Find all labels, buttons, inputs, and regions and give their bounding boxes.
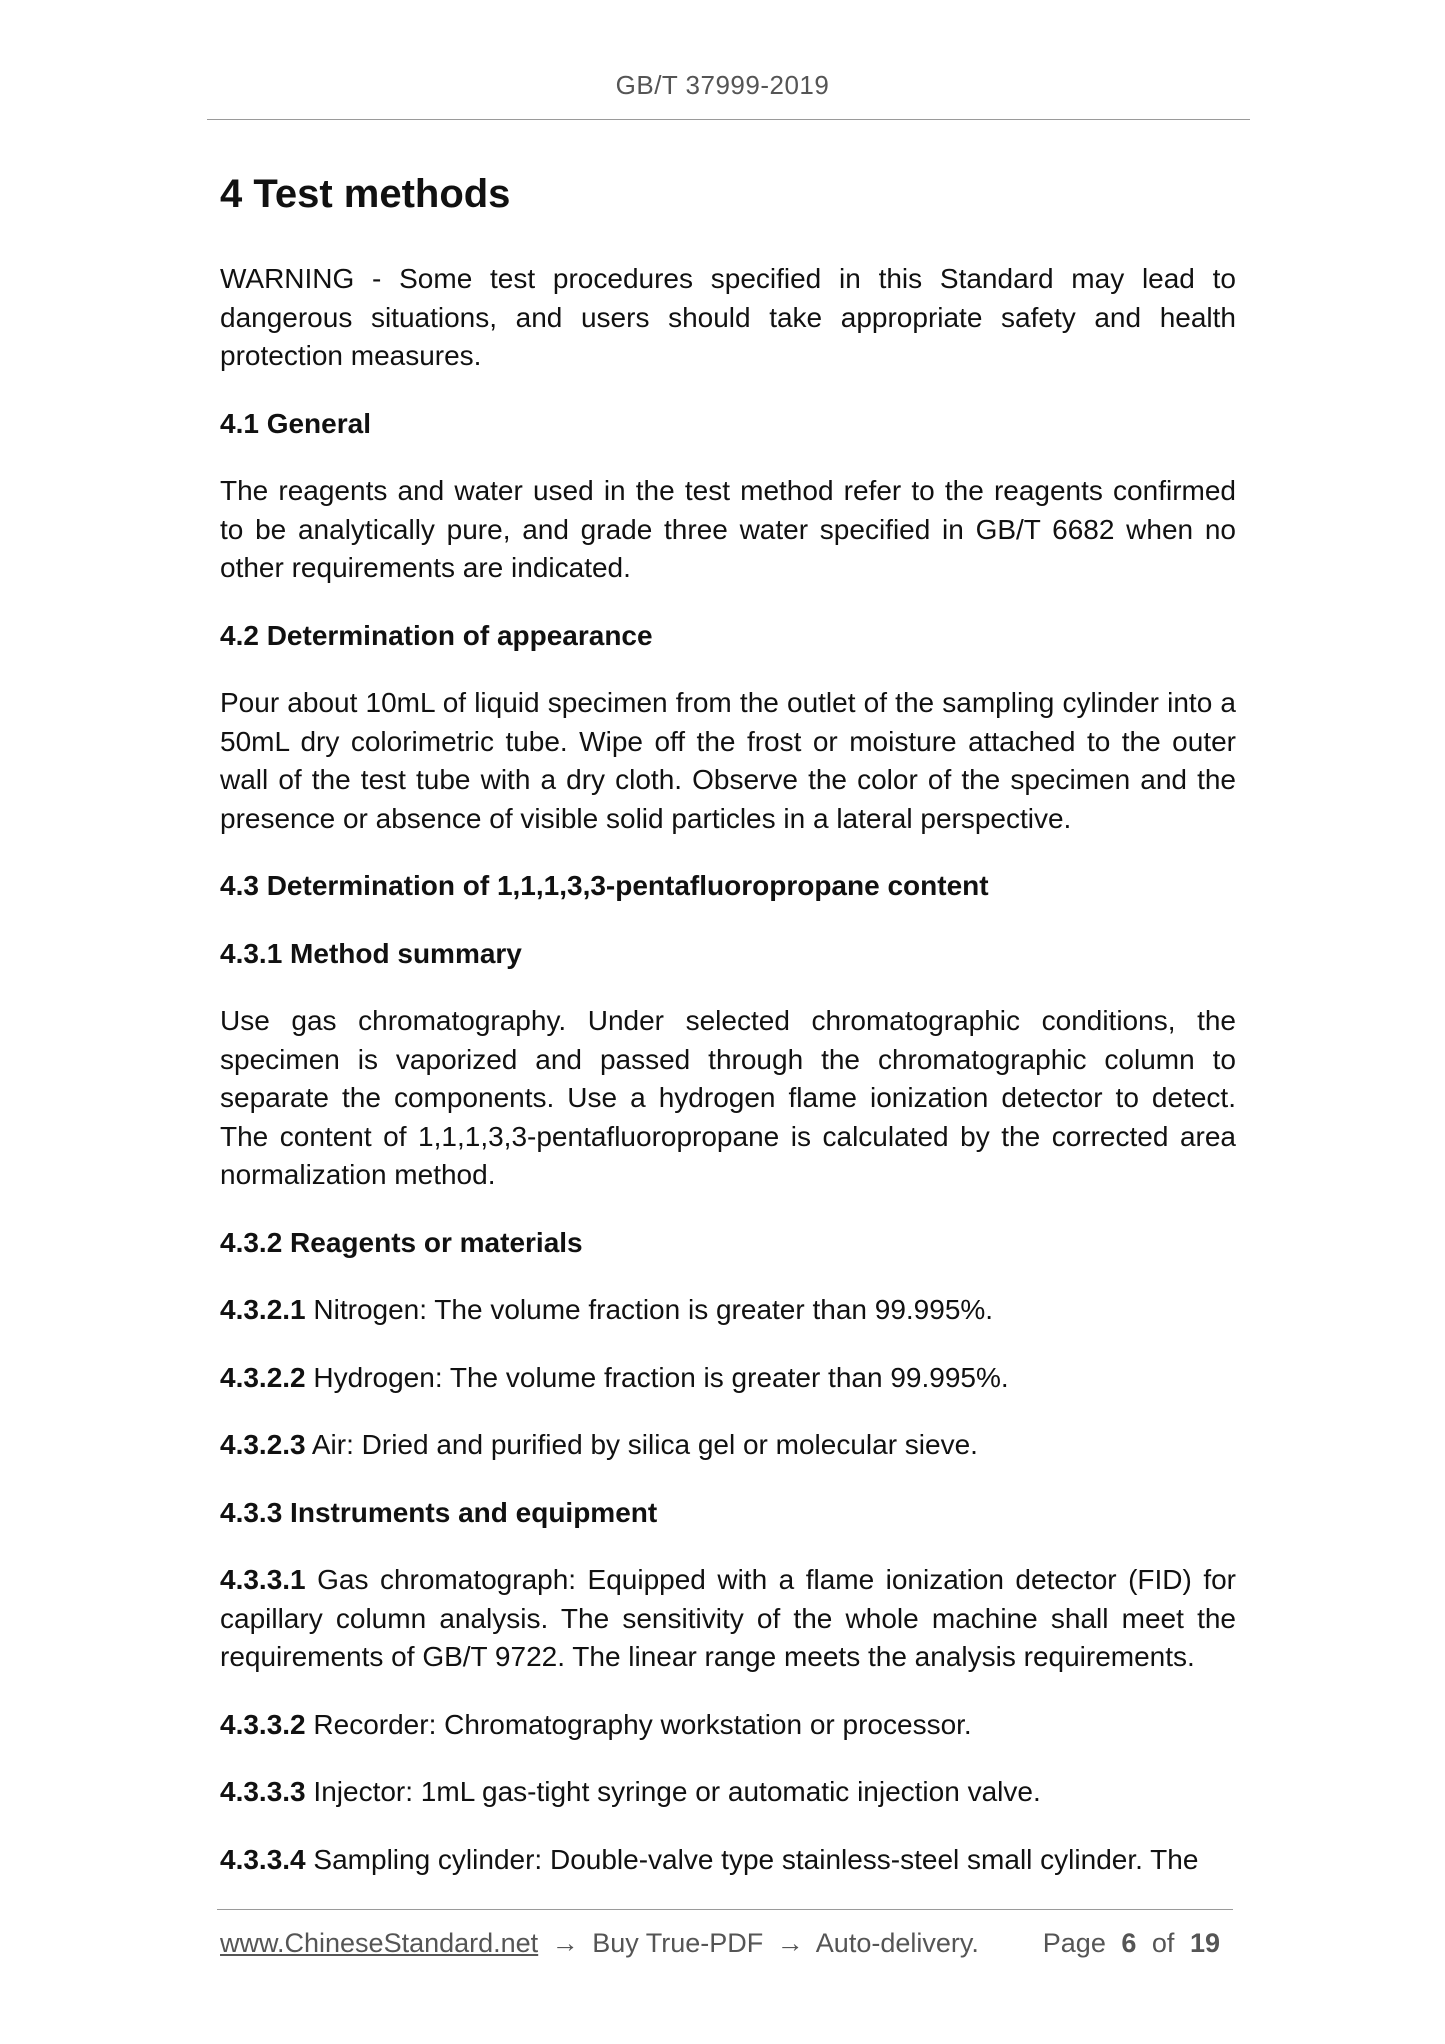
page-footer: [220, 1928, 1236, 1964]
of-label: of: [1151, 1928, 1175, 1958]
website-link[interactable]: www.ChineseStandard.net: [220, 1928, 539, 1958]
clause-number: 4.3.3.4: [220, 1843, 306, 1875]
clause-text: Recorder: Chromatography workstation or processor.: [305, 1708, 972, 1740]
clause-text: Injector: 1mL gas-tight syringe or automatic injection valve.: [305, 1776, 1041, 1807]
right-arrow-icon: →: [551, 1928, 579, 1958]
clause-number: 4.3.2.1: [220, 1294, 306, 1325]
paragraph-4-3-1: Use gas chromatography. Under selected chromatographic conditions, the specimen is vaporized and passed through the chromatographic column to separate the components. Use a hydrogen flame ionization detector to detect. The content of 1,1,1,3,3-pentafluoropropane is calculated by the corrected area normalization method.: [220, 1005, 1236, 1190]
clause-text: Hydrogen: The volume fraction is greater than 99.995%.: [305, 1361, 1009, 1393]
heading-4-3-3: 4.3.3 Instruments and equipment: [220, 1496, 658, 1528]
clause-number: 4.3.2.2: [220, 1361, 306, 1393]
page-content: [220, 164, 1236, 1908]
document-id-header: GB/T 37999-2019: [615, 70, 830, 100]
clause-number: 4.3.3.2: [220, 1708, 306, 1740]
heading-4-3-1: 4.3.1 Method summary: [220, 937, 522, 969]
footer-promo: [220, 1928, 979, 1959]
warning-paragraph: WARNING - Some test procedures specified in this Standard may lead to dangerous situations, and users should take appropriate safety and health protection measures.: [220, 263, 1236, 371]
clause-4-3-2-3: [220, 1426, 1236, 1465]
clause-text: Sampling cylinder: Double-valve type stainless-steel small cylinder. The: [305, 1843, 1199, 1875]
clause-4-3-3-1: [220, 1561, 1236, 1677]
page-label: Page: [1042, 1928, 1106, 1958]
clause-4-3-2-2: [220, 1359, 1236, 1398]
page-counter: [1043, 1928, 1228, 1959]
heading-4-1: 4.1 General: [220, 407, 371, 439]
clause-number: 4.3.3.1: [220, 1564, 306, 1595]
clause-4-3-3-2: [220, 1706, 1236, 1745]
clause-text: Nitrogen: The volume fraction is greater than 99.995%.: [305, 1294, 994, 1325]
footer-divider: [217, 1909, 1233, 1910]
total-page-count: 19: [1189, 1928, 1220, 1958]
paragraph-4-2: Pour about 10mL of liquid specimen from the outlet of the sampling cylinder into a 50mL dry colorimetric tube. Wipe off the frost or moisture attached to the outer wall of the test tube with a dry cloth. Observe the color of the specimen and the presence or absence of visible solid particles in a lateral perspective.: [220, 687, 1236, 834]
clause-4-3-2-1: [220, 1291, 1236, 1330]
heading-4-2: 4.2 Determination of appearance: [220, 619, 653, 651]
right-arrow-icon: →: [776, 1928, 804, 1958]
clause-number: 4.3.2.3: [220, 1429, 306, 1460]
heading-4-3-2: 4.3.2 Reagents or materials: [220, 1226, 583, 1258]
current-page-number: 6: [1121, 1928, 1137, 1958]
section-title: 4 Test methods: [220, 172, 511, 216]
heading-4-3: 4.3 Determination of 1,1,1,3,3-pentafluoropropane content: [220, 870, 989, 901]
paragraph-4-1: The reagents and water used in the test method refer to the reagents confirmed to be analytically pure, and grade three water specified in GB/T 6682 when no other requirements are indicated.: [220, 475, 1236, 583]
auto-delivery-text: Auto-delivery.: [815, 1928, 979, 1958]
clause-4-3-3-4: [220, 1841, 1236, 1880]
clause-4-3-3-3: [220, 1773, 1236, 1812]
clause-text: Air: Dried and purified by silica gel or molecular sieve.: [305, 1429, 978, 1460]
clause-text: Gas chromatograph: Equipped with a flame ionization detector (FID) for capillary column analysis. The sensitivity of the whole machine shall meet the requirements of GB/T 9722. The linear range meets the analysis requirements.: [220, 1564, 1236, 1672]
buy-true-pdf-text: Buy True-PDF: [592, 1928, 764, 1958]
header-divider: [207, 119, 1250, 120]
clause-number: 4.3.3.3: [220, 1776, 306, 1807]
